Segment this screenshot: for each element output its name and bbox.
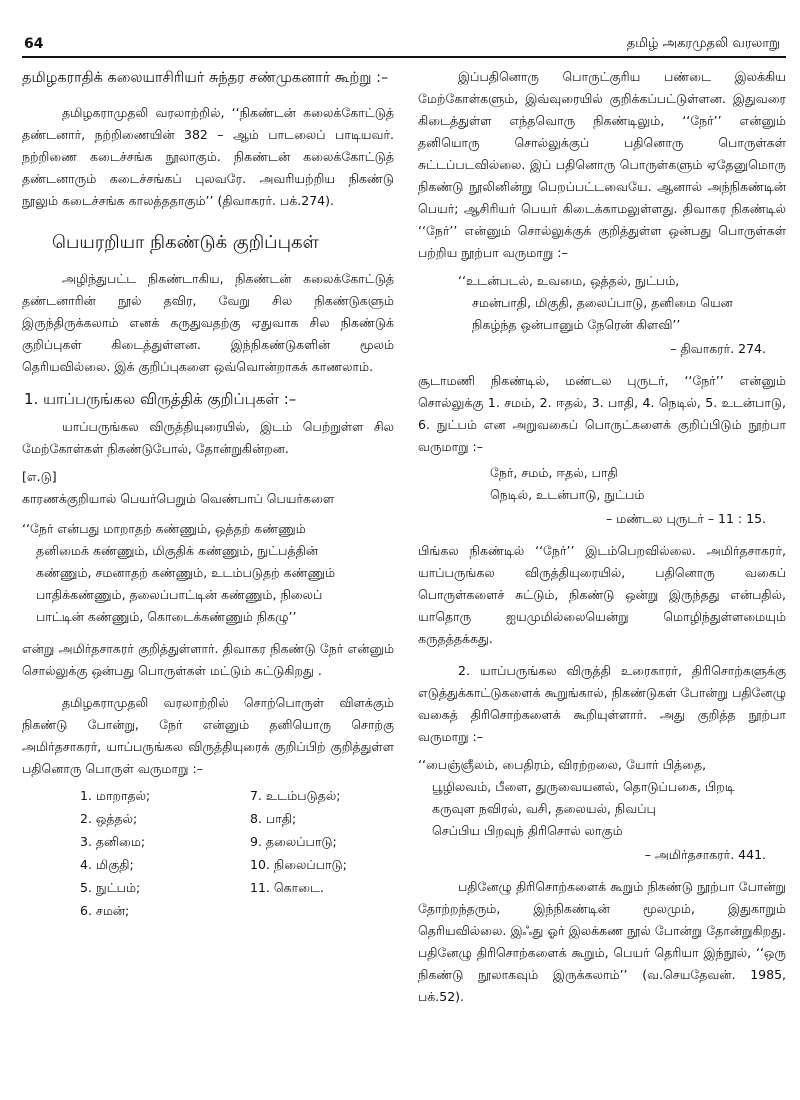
quote-line: தனிமைக் கண்ணும், மிகுதிக் கண்ணும், நுட்பத்தின் xyxy=(36,543,318,558)
venpa-quote xyxy=(22,518,394,628)
quote-line: ‘‘பைஞ்ஞீலம், பைதிரம், விரற்றலை, யோர் பித்தை, xyxy=(418,757,707,772)
list-item xyxy=(250,899,390,922)
running-header xyxy=(22,28,786,58)
mandala-verse xyxy=(418,462,786,506)
quote-line: ‘‘உடன்படல், உவமை, ஒத்தல், நுட்பம், xyxy=(458,273,680,288)
right-paragraph-4: 2. யாப்பருங்கல விருத்தி உரைகாரர், திரிசொற்களுக்கு எடுத்துக்காட்டுகளைக் கூறுங்கால், நிகண்டுகள் போன்று பதினேழு வகைத் திரிசொற்களைக் கூறியுள்ளார். அது குறித்த நூற்பா வருமாறு :– xyxy=(418,663,786,744)
quote-line: செப்பிய பிறவுந் திரிசொல் லாகும் xyxy=(432,823,623,838)
after-quote-paragraph: என்று அமிர்தசாகரர் குறித்துள்ளார். திவாகர நிகண்டு நேர் என்னும் சொல்லுக்கு ஒன்பது பொருள்கள் மட்டும் சுட்டுகிறது . xyxy=(22,641,394,678)
subsection-paragraph: யாப்பருங்கல விருத்தியுரையில், இடம் பெற்றுள்ள சில மேற்கோள்கள் நிகண்டுபோல், தோன்றுகின்றன. xyxy=(22,419,394,456)
two-column-body xyxy=(22,66,786,1008)
example-line: காரணக்குறியால் பெயர்பெறும் வெண்பாப் பெயர்களை xyxy=(22,491,335,506)
top-paragraph: தமிழகராமுதலி வரலாற்றில், ‘‘நிகண்டன் கலைக்கோட்டுத் தண்டனார், நற்றிணையின் 382 – ஆம் பாடலைப் பாடியவர். நற்றிணை கடைச்சங்க நூலாகும். நிகண்டன் கலைக்கோட்டுத் தண்டனாரும் கடைச்சங்கப் புலவரே. அவரியற்றிய நிகண்டு நூலும் கடைச்சங்க காலத்ததாகும்’’ (திவாகரர். பக்.274). xyxy=(22,105,394,208)
subsection-title: 1. யாப்பருங்கல விருத்திக் குறிப்புகள் :– xyxy=(24,390,297,408)
list-item: 2. ஒத்தல்; xyxy=(80,811,138,826)
verse-line: நேர், சமம், ஈதல், பாதி xyxy=(490,465,618,480)
divakaram-quote xyxy=(458,270,786,336)
list-item: 6. சமன்; xyxy=(80,903,130,918)
book-title: தமிழ் அகரமுதலி வரலாறு xyxy=(626,36,780,51)
section-paragraph: அழிந்துபட்ட நிகண்டாகிய, நிகண்டன் கலைக்கோட்டுத் தண்டனாரின் நூல் தவிர, வேறு சில நிகண்டுகளும் இருந்திருக்கலாம் எனக் கருதுவதற்கு ஏதுவாக சில நிகண்டுக் குறிப்புகள் கிடைத்துள்ளன. இந்நிகண்டுகளின் மூலம் தெரியவில்லை. இக் குறிப்புகளை ஒவ்வொன்றாகக் காணலாம். xyxy=(22,271,394,374)
quote-line: பூழிலவம், பீளை, துருவையனல், தொடுப்பகை, பிறடி xyxy=(432,779,735,794)
example-mark: [எ.டு] xyxy=(22,469,57,484)
right-paragraph-2: சூடாமணி நிகண்டில், மண்டல புருடர், ‘‘நேர்’’ என்னும் சொல்லுக்கு 1. சமம், 2. ஈதல், 3. பாதி, 4. நெடில், 5. உடன்பாடு, 6. நுட்பம் என அறுவகைப் பொருட்களைக் குறிப்பிடும் நூற்பா வருமாறு :– xyxy=(418,373,786,454)
list-item: 11. கொடை. xyxy=(250,880,324,895)
quote-line: பாட்டின் கண்ணும், கொடைக்கண்ணும் நிகழு’’ xyxy=(36,609,297,624)
quote-line: சமன்பாதி, மிகுதி, தலைப்பாடு, தனிமை யென xyxy=(472,295,733,310)
verse-credit: – மண்டல புருடர் – 11 : 15. xyxy=(606,511,766,526)
quote-line: நிகழ்ந்த ஒன்பானும் நேரென் கிளவி’’ xyxy=(472,317,681,332)
section-title: பெயரறியா நிகண்டுக் குறிப்புகள் xyxy=(52,232,319,253)
list-item: 9. தலைப்பாடு; xyxy=(250,834,337,849)
right-paragraph-5: பதினேழு திரிசொற்களைக் கூறும் நிகண்டு நூற்பா போன்று தோற்றந்தரும், இந்நிகண்டின் மூலமும், இதுகாறும் தெரியவில்லை. இஃது ஓர் இலக்கண நூல் போன்று தோன்றுகிறது. பதினேழு திரிசொற்களைக் கூறும், பெயர் தெரியா இந்நூல், ‘‘ஒரு நிகண்டு நூலாகவும் இருக்கலாம்’’ (வ.செயதேவன். 1985, பக்.52). xyxy=(418,879,786,1004)
list-item: 5. நுட்பம்; xyxy=(80,880,141,895)
verse-line: நெடில், உடன்பாடு, நுட்பம் xyxy=(490,487,645,502)
quote-credit: – திவாகரர். 274. xyxy=(670,341,766,356)
right-paragraph-3: பிங்கல நிகண்டில் ‘‘நேர்’’ இடம்பெறவில்லை. அமிர்தசாகரர், யாப்பருங்கல விருத்தியுரையில், பதினொரு வகைப் பொருள்களைச் சுட்டும், நிகண்டு ஒன்று இருந்தது என்பதில், யாதொரு ஐயமுமில்லையென்று மொழிந்துள்ளமையும் கருதத்தக்கது. xyxy=(418,543,786,646)
right-paragraph-1: இப்பதினொரு பொருட்குரிய பண்டை இலக்கிய மேற்கோள்களும், இவ்வுரையில் குறிக்கப்பட்டுள்ளன. இதுவரை கிடைத்துள்ள எந்தவொரு நிகண்டிலும், ‘‘நேர்’’ என்னும் தனியொரு சொல்லுக்குப் பதினொரு பொருள்கள் சுட்டப்படவில்லை. இப் பதினொரு பொருள்களும் ஏதேனுமொரு நிகண்டு நூலினின்று பெறப்பட்டவையே. ஆனால் அந்நிகண்டின் பெயர்; ஆசிரியர் பெயர் கிடைக்காமலுள்ளது. திவாகர நிகண்டில் ‘‘நேர்’’ என்னும் சொல்லுக்குக் குறித்துள்ள ஒன்பது பொருள்கள் பற்றிய நூற்பா வருமாறு :– xyxy=(418,69,786,260)
right-column xyxy=(418,66,786,1008)
list-item: 7. உடம்படுதல்; xyxy=(250,788,341,803)
list-item: 4. மிகுதி; xyxy=(80,857,134,872)
page-number: 64 xyxy=(24,36,44,52)
left-column xyxy=(22,66,394,1008)
quote-line: கருவுள நவிரல், வசி, தலையல், நிவப்பு xyxy=(432,801,656,816)
list-item: 8. பாதி; xyxy=(250,811,297,826)
thirisol-quote xyxy=(418,754,786,842)
list-item: 1. மாறாதல்; xyxy=(80,788,151,803)
meanings-list xyxy=(80,784,394,922)
top-title: தமிழகராதிக் கலையாசிரியர் சுந்தர சண்முகனார் கூற்று :– xyxy=(22,70,389,86)
list-item: 3. தனிமை; xyxy=(80,834,146,849)
quote-line: பாதிக்கண்ணும், தலைப்பாட்டின் கண்ணும், நிலைப் xyxy=(36,587,323,602)
quote-line: ‘‘நேர் என்பது மாறாதற் கண்ணும், ஒத்தற் கண்ணும் xyxy=(22,521,306,536)
quote-credit: – அமிர்தசாகரர். 441. xyxy=(644,847,766,862)
list-item: 10. நிலைப்பாடு; xyxy=(250,857,347,872)
quote-line: கண்ணும், சமனாதற் கண்ணும், உடம்படுதற் கண்ணும் xyxy=(36,565,336,580)
meanings-intro-paragraph: தமிழகராமுதலி வரலாற்றில் சொற்பொருள் விளக்கும் நிகண்டு போன்று, நேர் என்னும் தனியொரு சொற்கு அமிர்தசாகரர், யாப்பருங்கல விருத்தியுரைக் குறிப்பிற் குறித்துள்ள பதினொரு பொருள் வருமாறு :– xyxy=(22,695,394,776)
